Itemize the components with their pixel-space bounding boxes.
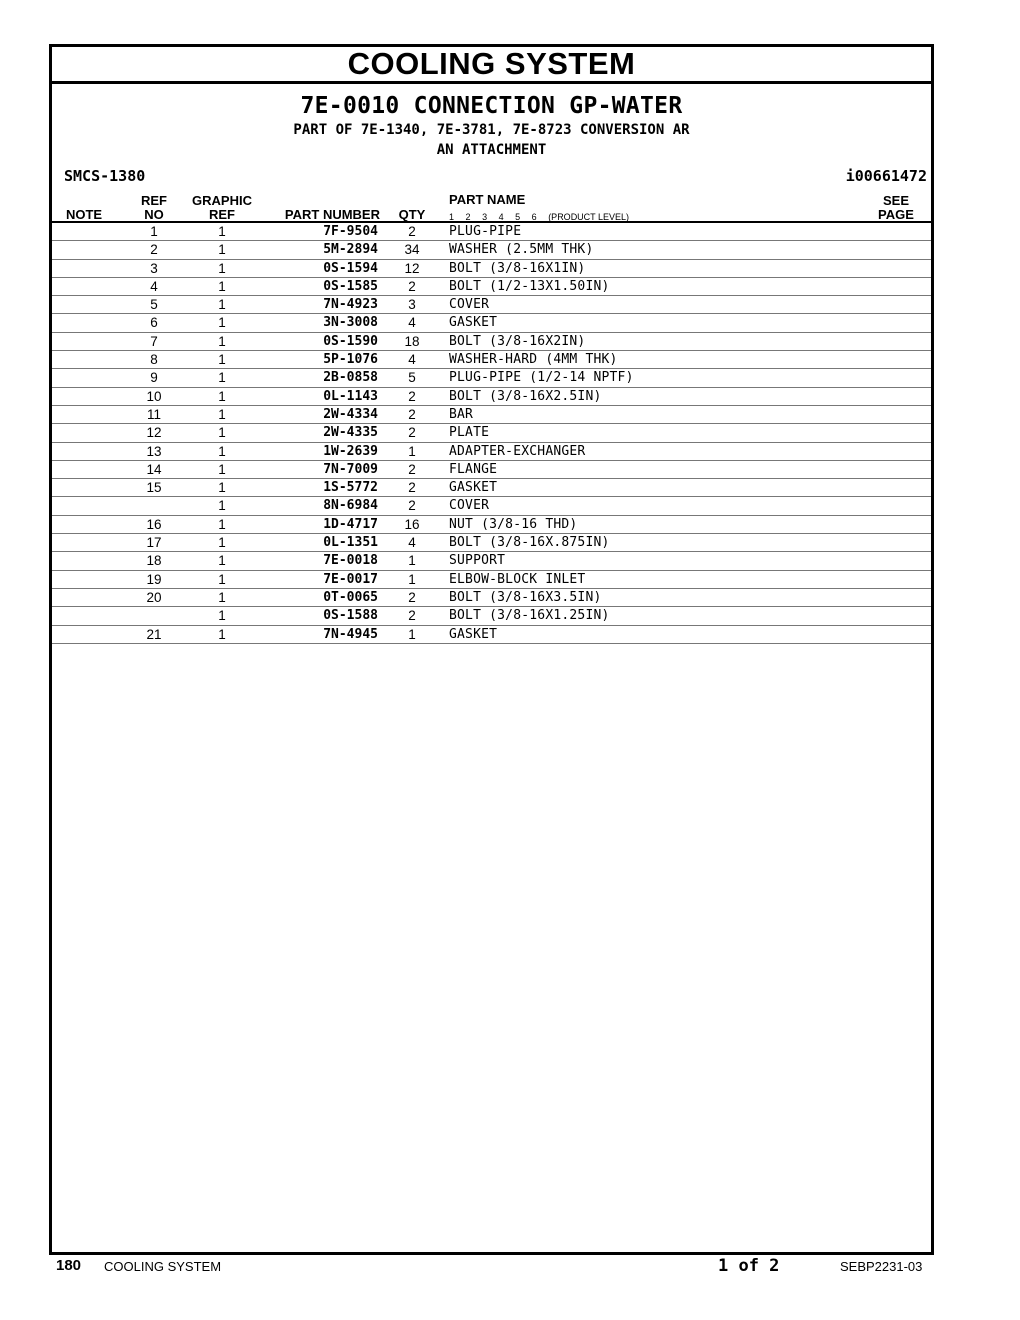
part-number-cell: 7F-9504 [323, 224, 378, 239]
part-number-cell: 8N-6984 [323, 498, 378, 514]
table-row [52, 552, 931, 570]
ref-no-cell: 9 [150, 370, 158, 386]
qty-cell: 3 [408, 297, 416, 313]
table-row [52, 589, 931, 607]
ref-no-cell: 7 [150, 333, 158, 349]
footer-page-number: 180 [56, 1257, 82, 1274]
part-number-cell: 1D-4717 [323, 516, 378, 532]
part-name-cell: WASHER (2.5MM THK) [449, 242, 594, 258]
col-header-see-page-line-2: PAGE [878, 207, 914, 222]
product-level-5: 5 [515, 212, 521, 222]
qty-cell: 5 [408, 370, 416, 386]
qty-cell: 34 [404, 242, 420, 258]
graphic-ref-cell: 1 [218, 461, 226, 477]
part-name-cell: BOLT (3/8-16X1IN) [449, 260, 586, 276]
ref-no-cell: 13 [146, 443, 162, 459]
table-row [52, 534, 931, 552]
col-header-part-number: PART NUMBER [284, 207, 380, 222]
qty-cell: 2 [408, 224, 416, 239]
table-row [52, 223, 931, 241]
ref-no-cell: 5 [150, 297, 158, 313]
graphic-ref-cell: 1 [218, 406, 226, 422]
graphic-ref-cell: 1 [218, 333, 226, 349]
ref-no-cell: 6 [150, 315, 158, 331]
table-row [52, 260, 931, 278]
part-number-cell: 0S-1590 [323, 333, 378, 349]
part-number-cell: 0S-1588 [323, 608, 378, 624]
part-number-cell: 2W-4334 [323, 406, 378, 422]
qty-cell: 4 [408, 352, 416, 368]
part-number-cell: 0L-1351 [323, 535, 378, 551]
col-header-graphic-ref [190, 194, 254, 222]
table-row [52, 406, 931, 424]
ref-no-cell: 3 [150, 260, 158, 276]
table-row [52, 241, 931, 259]
part-name-cell: BAR [449, 406, 474, 422]
part-number-cell: 2W-4335 [323, 425, 378, 441]
graphic-ref-cell: 1 [218, 498, 226, 514]
part-number-cell: 0S-1585 [323, 278, 378, 294]
table-row [52, 497, 931, 515]
graphic-ref-cell: 1 [218, 589, 226, 605]
table-row [52, 333, 931, 351]
ref-no-cell: 19 [146, 571, 162, 587]
product-level-1: 1 [449, 212, 455, 222]
parts-list [52, 223, 931, 644]
part-name-cell: ADAPTER-EXCHANGER [449, 443, 586, 459]
ref-no-cell: 15 [146, 480, 162, 496]
table-row [52, 278, 931, 296]
graphic-ref-cell: 1 [218, 242, 226, 258]
table-row [52, 479, 931, 497]
ref-no-cell: 17 [146, 535, 162, 551]
part-number-cell: 7E-0018 [323, 553, 378, 569]
footer-doc-id: SEBP2231-03 [840, 1259, 923, 1274]
table-row [52, 516, 931, 534]
part-name-cell: BOLT (3/8-16X2IN) [449, 333, 586, 349]
table-row [52, 296, 931, 314]
graphic-ref-cell: 1 [218, 370, 226, 386]
table-row [52, 351, 931, 369]
col-header-part-name: PART NAME [449, 192, 526, 207]
part-number-cell: 7N-7009 [323, 461, 378, 477]
qty-cell: 2 [408, 388, 416, 404]
graphic-ref-cell: 1 [218, 425, 226, 441]
part-name-cell: BOLT (3/8-16X.875IN) [449, 535, 610, 551]
qty-cell: 1 [408, 626, 416, 642]
qty-cell: 1 [408, 571, 416, 587]
qty-cell: 2 [408, 589, 416, 605]
table-row [52, 626, 931, 644]
qty-cell: 2 [408, 425, 416, 441]
section-title-bar [52, 47, 931, 84]
part-of-line-1: PART OF 7E-1340, 7E-3781, 7E-8723 CONVERSION AR [293, 122, 690, 138]
footer-page-of: 1 of 2 [718, 1256, 780, 1276]
graphic-ref-cell: 1 [218, 535, 226, 551]
graphic-ref-cell: 1 [218, 571, 226, 587]
table-row [52, 424, 931, 442]
part-number-cell: 2B-0858 [323, 370, 378, 386]
part-name-cell: BOLT (3/8-16X1.25IN) [449, 608, 610, 624]
ref-no-cell: 18 [146, 553, 162, 569]
part-number-cell: 0L-1143 [323, 388, 378, 404]
ref-no-cell: 2 [150, 242, 158, 258]
part-number-cell: 7E-0017 [323, 571, 378, 587]
table-row [52, 388, 931, 406]
table-row [52, 607, 931, 625]
part-name-cell: PLUG-PIPE [449, 224, 522, 239]
part-of-line-2: AN ATTACHMENT [436, 142, 547, 158]
part-name-cell: FLANGE [449, 461, 498, 477]
group-title: 7E-0010 CONNECTION GP-WATER [300, 93, 683, 119]
table-row [52, 571, 931, 589]
part-name-cell: COVER [449, 297, 490, 313]
footer-section: COOLING SYSTEM [104, 1259, 222, 1274]
col-header-ref-no-line-2: NO [144, 207, 164, 222]
part-name-cell: ELBOW-BLOCK INLET [449, 571, 586, 587]
graphic-ref-cell: 1 [218, 352, 226, 368]
table-row [52, 461, 931, 479]
part-number-cell: 0T-0065 [323, 589, 378, 605]
qty-cell: 2 [408, 498, 416, 514]
col-header-qty: QTY [398, 207, 426, 222]
part-name-cell: BOLT (1/2-13X1.50IN) [449, 278, 610, 294]
part-name-cell: PLUG-PIPE (1/2-14 NPTF) [449, 370, 634, 386]
smcs-code: SMCS-1380 [64, 167, 146, 185]
qty-cell: 2 [408, 406, 416, 422]
table-row [52, 314, 931, 332]
graphic-ref-cell: 1 [218, 224, 226, 239]
qty-cell: 2 [408, 461, 416, 477]
ref-no-cell: 1 [150, 224, 158, 239]
qty-cell: 18 [404, 333, 420, 349]
qty-cell: 4 [408, 535, 416, 551]
graphic-ref-cell: 1 [218, 516, 226, 532]
product-level-2: 2 [465, 212, 471, 222]
parts-page-frame [49, 44, 934, 1255]
product-level-caption: (PRODUCT LEVEL) [548, 212, 630, 222]
part-number-cell: 1S-5772 [323, 480, 378, 496]
graphic-ref-cell: 1 [218, 480, 226, 496]
part-name-cell: PLATE [449, 425, 490, 441]
qty-cell: 12 [404, 260, 420, 276]
table-row [52, 369, 931, 387]
part-name-cell: BOLT (3/8-16X2.5IN) [449, 388, 602, 404]
part-number-cell: 3N-3008 [323, 315, 378, 331]
part-number-cell: 0S-1594 [323, 260, 378, 276]
ref-no-cell: 16 [146, 516, 162, 532]
part-number-cell: 7N-4945 [323, 626, 378, 642]
graphic-ref-cell: 1 [218, 553, 226, 569]
part-number-cell: 7N-4923 [323, 297, 378, 313]
qty-cell: 1 [408, 553, 416, 569]
ref-no-cell: 12 [146, 425, 162, 441]
ref-no-cell: 4 [150, 278, 158, 294]
col-header-note: NOTE [65, 207, 103, 222]
ref-no-cell: 11 [146, 406, 161, 422]
graphic-ref-cell: 1 [218, 297, 226, 313]
ref-no-cell: 20 [146, 589, 162, 605]
col-header-graphic-ref-line-1: GRAPHIC [192, 193, 252, 208]
qty-cell: 2 [408, 608, 416, 624]
ref-no-cell: 21 [146, 626, 162, 642]
qty-cell: 4 [408, 315, 416, 331]
col-header-see-page-line-1: SEE [882, 193, 909, 208]
qty-cell: 2 [408, 480, 416, 496]
qty-cell: 2 [408, 278, 416, 294]
product-level-4: 4 [498, 212, 504, 222]
graphic-ref-cell: 1 [218, 278, 226, 294]
ref-no-cell: 14 [146, 461, 162, 477]
graphic-ref-cell: 1 [218, 260, 226, 276]
part-name-cell: GASKET [449, 315, 498, 331]
col-header-ref-no-line-1: REF [141, 193, 167, 208]
part-number-cell: 1W-2639 [323, 443, 378, 459]
part-name-cell: GASKET [449, 626, 498, 642]
graphic-ref-cell: 1 [218, 388, 226, 404]
part-name-cell: SUPPORT [449, 553, 506, 569]
col-header-ref-no [134, 194, 174, 222]
part-name-cell: NUT (3/8-16 THD) [449, 516, 578, 532]
part-number-cell: 5P-1076 [323, 352, 378, 368]
part-name-cell: WASHER-HARD (4MM THK) [449, 352, 618, 368]
ref-no-cell: 10 [146, 388, 162, 404]
col-header-see-page [874, 194, 918, 222]
part-name-cell: BOLT (3/8-16X3.5IN) [449, 589, 602, 605]
illustration-id: i00661472 [845, 167, 927, 185]
section-title: COOLING SYSTEM [347, 46, 636, 81]
table-row [52, 443, 931, 461]
graphic-ref-cell: 1 [218, 626, 226, 642]
qty-cell: 16 [404, 516, 420, 532]
ref-no-cell: 8 [150, 352, 158, 368]
product-level-3: 3 [482, 212, 488, 222]
graphic-ref-cell: 1 [218, 443, 226, 459]
qty-cell: 1 [408, 443, 416, 459]
part-name-cell: COVER [449, 498, 490, 514]
graphic-ref-cell: 1 [218, 608, 226, 624]
product-level-6: 6 [531, 212, 537, 222]
col-header-graphic-ref-line-2: REF [209, 207, 235, 222]
graphic-ref-cell: 1 [218, 315, 226, 331]
part-name-cell: GASKET [449, 480, 498, 496]
part-number-cell: 5M-2894 [323, 242, 378, 258]
